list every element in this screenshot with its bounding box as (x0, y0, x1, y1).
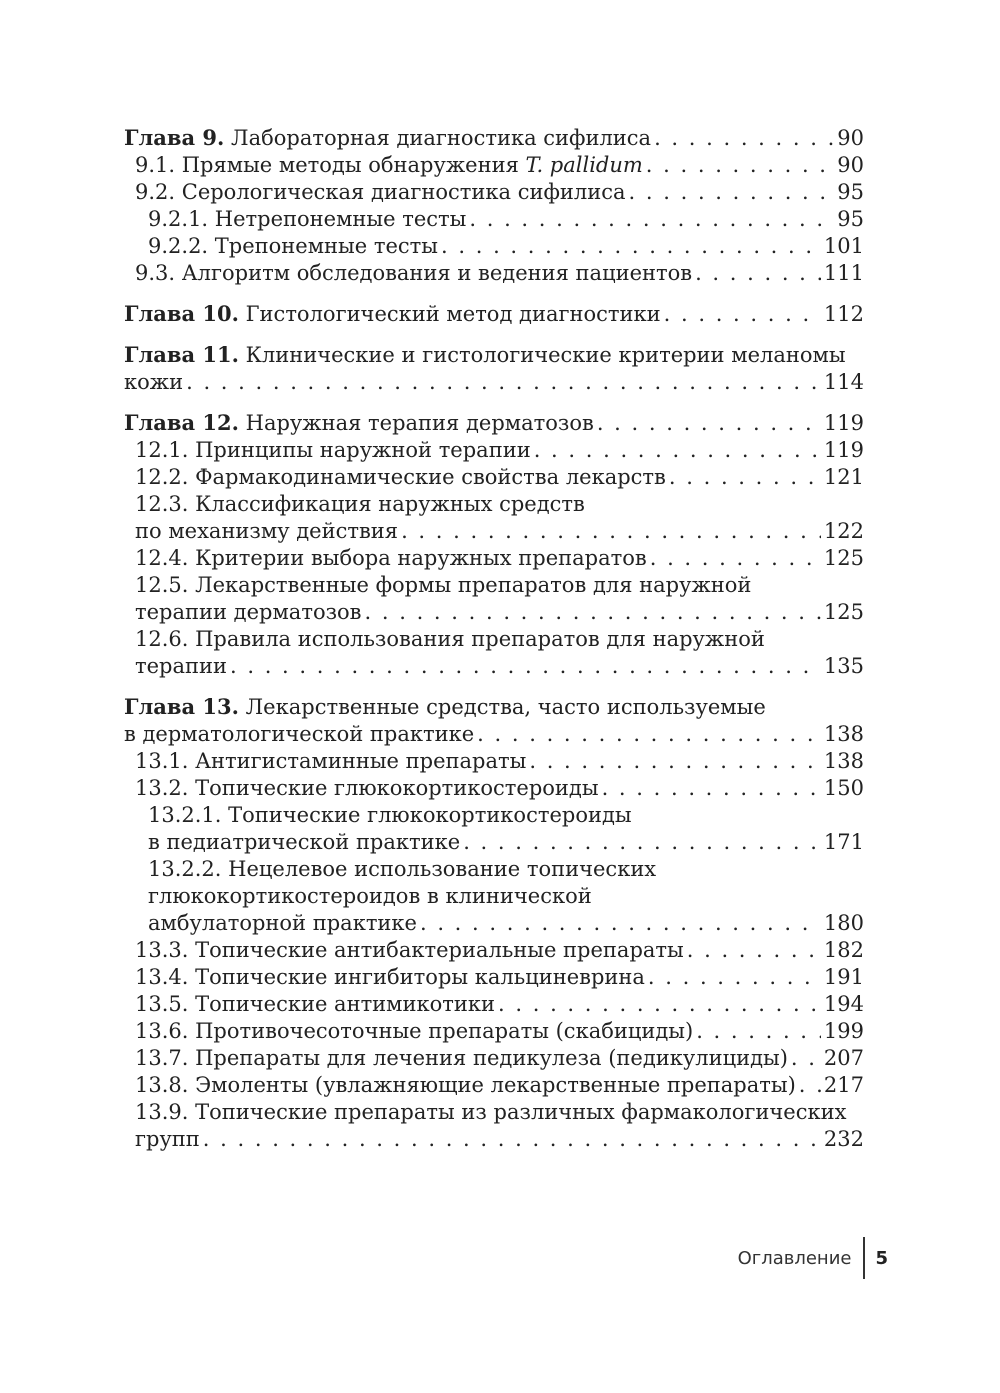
leader-dots (695, 260, 821, 287)
section-title: 13.8. Эмоленты (увлажняющие лекарственные препараты) (135, 1073, 796, 1097)
section-title: 13.2.1. Топические глюкокортикостероиды (148, 803, 632, 827)
toc-section-12-1[interactable] (124, 437, 864, 464)
chapter-title: Клинические и гистологические критерии меланомы (245, 343, 846, 367)
page-ref: 180 (823, 911, 864, 935)
toc-section-12-4[interactable] (124, 545, 864, 572)
toc-section-13-3[interactable] (124, 937, 864, 964)
leader-dots (687, 937, 821, 964)
chapter-title: Лекарственные средства, часто используемые (245, 695, 766, 719)
section-title-cont: амбулаторной практике (148, 911, 417, 935)
page-ref: 114 (823, 370, 864, 394)
section-title: 13.7. Препараты для лечения педикулеза (педикулициды) (135, 1046, 788, 1070)
section-title: 13.1. Антигистаминные препараты (135, 749, 527, 773)
section-title: 9.1. Прямые методы обнаружения (135, 153, 519, 177)
toc-section-13-2[interactable] (124, 775, 864, 802)
section-title-cont: терапии (135, 654, 227, 678)
toc-section-9-3[interactable] (124, 260, 864, 287)
page-ref: 95 (837, 180, 864, 204)
leader-dots (648, 964, 821, 991)
page-ref: 138 (823, 749, 864, 773)
toc-section-9-2-2[interactable] (124, 233, 864, 260)
section-title: 13.4. Топические ингибиторы кальциневрина (135, 965, 645, 989)
chapter-title-cont: в дерматологической практике (124, 722, 475, 746)
page-ref: 150 (823, 776, 864, 800)
section-title: 12.3. Классификация наружных средств (135, 492, 585, 516)
page-ref: 194 (823, 992, 864, 1016)
leader-dots (529, 748, 821, 775)
chapter-title: Лабораторная диагностика сифилиса (231, 126, 652, 150)
toc-section-12-2[interactable] (124, 464, 864, 491)
leader-dots (477, 721, 821, 748)
toc-section-13-2-2[interactable] (124, 856, 864, 937)
leader-dots (669, 464, 821, 491)
toc-chapter-9[interactable] (124, 124, 864, 152)
toc-section-13-5[interactable] (124, 991, 864, 1018)
page-ref: 121 (823, 465, 864, 489)
toc-section-13-2-1[interactable] (124, 802, 864, 856)
leader-dots (646, 152, 834, 179)
section-title-cont: глюкокортикостероидов в клинической (148, 884, 592, 908)
page-ref: 101 (823, 234, 864, 258)
page-number: 5 (875, 1247, 888, 1269)
section-title: 13.2. Топические глюкокортикостероиды (135, 776, 599, 800)
page-ref: 125 (823, 600, 864, 624)
section-title: 13.5. Топические антимикотики (135, 992, 496, 1016)
leader-dots (441, 233, 821, 260)
chapter-label: Глава 12. (124, 410, 239, 435)
leader-dots (654, 125, 834, 152)
page-ref: 171 (823, 830, 864, 854)
page-ref: 207 (823, 1046, 864, 1070)
leader-dots (664, 301, 821, 328)
toc-chapter-13[interactable] (124, 693, 864, 748)
section-title-cont: в педиатрической практике (148, 830, 461, 854)
toc-section-12-3[interactable] (124, 491, 864, 545)
page-ref: 112 (823, 302, 864, 326)
leader-dots (463, 829, 821, 856)
toc-section-13-4[interactable] (124, 964, 864, 991)
toc-section-9-2-1[interactable] (124, 206, 864, 233)
page-ref: 122 (823, 519, 864, 543)
chapter-label: Глава 9. (124, 125, 225, 150)
page-ref: 119 (823, 438, 864, 462)
section-title: 12.1. Принципы наружной терапии (135, 438, 531, 462)
toc-section-12-5[interactable] (124, 572, 864, 626)
toc-chapter-12[interactable] (124, 409, 864, 437)
page-ref: 232 (823, 1127, 864, 1151)
toc-chapter-10[interactable] (124, 300, 864, 328)
section-title: 12.2. Фармакодинамические свойства лекарств (135, 465, 666, 489)
section-title: 9.3. Алгоритм обследования и ведения пациентов (135, 261, 693, 285)
toc-section-12-6[interactable] (124, 626, 864, 680)
section-title: 12.5. Лекарственные формы препаратов для наружной (135, 573, 752, 597)
toc-section-13-6[interactable] (124, 1018, 864, 1045)
page-ref: 182 (823, 938, 864, 962)
toc-section-13-1[interactable] (124, 748, 864, 775)
page-ref: 90 (837, 153, 864, 177)
chapter-label: Глава 11. (124, 342, 239, 367)
section-title: 13.3. Топические антибактериальные препараты (135, 938, 684, 962)
toc-section-13-7[interactable] (124, 1045, 864, 1072)
leader-dots (629, 179, 835, 206)
section-title: 12.4. Критерии выбора наружных препаратов (135, 546, 647, 570)
section-title: 12.6. Правила использования препаратов для наружной (135, 627, 765, 651)
leader-dots (365, 599, 821, 626)
page-ref: 138 (823, 722, 864, 746)
leader-dots (498, 991, 821, 1018)
page-ref: 125 (823, 546, 864, 570)
leader-dots (186, 369, 821, 396)
section-title: 9.2.1. Нетрепонемные тесты (148, 207, 467, 231)
leader-dots (650, 545, 821, 572)
page-ref: 111 (823, 261, 864, 285)
toc-section-13-8[interactable] (124, 1072, 864, 1099)
page-ref: 199 (823, 1019, 864, 1043)
leader-dots (696, 1018, 821, 1045)
leader-dots (420, 910, 821, 937)
toc-section-9-2[interactable] (124, 179, 864, 206)
section-title: 13.6. Противочесоточные препараты (скабициды) (135, 1019, 694, 1043)
section-title: 13.9. Топические препараты из различных фармакологических (135, 1100, 847, 1124)
page-ref: 217 (823, 1073, 864, 1097)
leader-dots (799, 1072, 821, 1099)
running-footer-title: Оглавление (737, 1247, 852, 1269)
chapter-title: Наружная терапия дерматозов (245, 411, 594, 435)
page-ref: 95 (837, 207, 864, 231)
chapter-title: Гистологический метод диагностики (245, 302, 661, 326)
toc-section-13-9[interactable] (124, 1099, 864, 1153)
page-ref: 191 (823, 965, 864, 989)
page-ref: 135 (823, 654, 864, 678)
leader-dots (791, 1045, 821, 1072)
section-title-cont: по механизму действия (135, 519, 399, 543)
chapter-title-cont: кожи (124, 370, 184, 394)
chapter-label: Глава 13. (124, 694, 239, 719)
running-footer (738, 1237, 888, 1279)
toc-section-9-1[interactable] (124, 152, 864, 179)
page-ref: 90 (837, 126, 864, 150)
section-title-italic: T. pallidum (525, 153, 643, 177)
leader-dots (469, 206, 834, 233)
leader-dots (602, 775, 821, 802)
leader-dots (534, 437, 821, 464)
section-title: 9.2. Серологическая диагностика сифилиса (135, 180, 626, 204)
leader-dots (203, 1126, 821, 1153)
leader-dots (401, 518, 821, 545)
chapter-label: Глава 10. (124, 301, 239, 326)
section-title: 9.2.2. Трепонемные тесты (148, 234, 439, 258)
page-ref: 119 (823, 411, 864, 435)
toc-chapter-11[interactable] (124, 341, 864, 396)
leader-dots (597, 410, 821, 437)
section-title: 13.2.2. Нецелевое использование топических (148, 857, 657, 881)
section-title-cont: групп (135, 1127, 200, 1151)
section-title-cont: терапии дерматозов (135, 600, 362, 624)
table-of-contents (124, 124, 864, 1153)
leader-dots (230, 653, 821, 680)
